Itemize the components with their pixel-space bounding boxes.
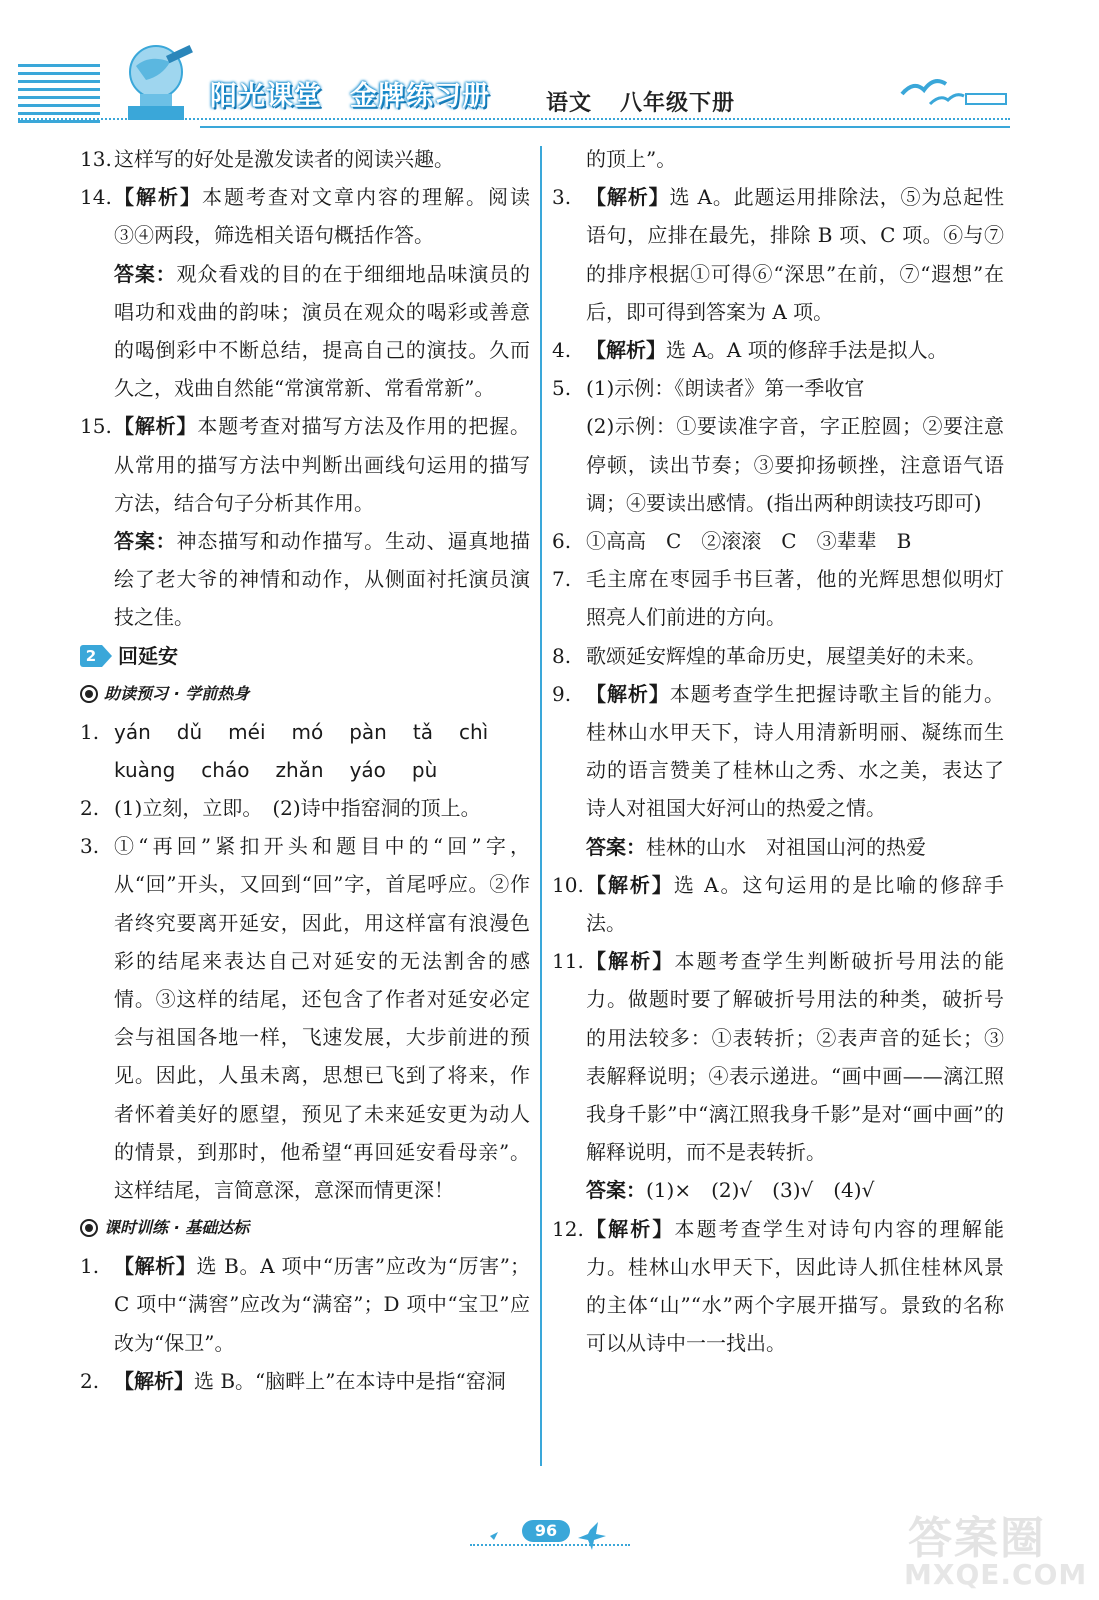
preview-2 <box>80 789 530 827</box>
training-11 <box>552 942 1004 1171</box>
training-7 <box>552 560 1004 636</box>
analysis-tag: 【解析】 <box>586 185 670 210</box>
training-4 <box>552 331 1004 369</box>
answer-15-answer <box>80 522 530 637</box>
item-number: 3. <box>80 834 100 859</box>
analysis-text: 本题考查对文章内容的理解。阅读③④两段，筛选相关语句概括作答。 <box>114 185 530 248</box>
item-number: 2. <box>80 1368 100 1393</box>
left-column <box>80 140 530 1400</box>
arrow-icon <box>102 645 112 667</box>
subhead-training <box>80 1209 530 1247</box>
answer-label: 答案： <box>586 1178 646 1203</box>
pinyin: cháo <box>201 757 250 782</box>
analysis-tag: 【解析】 <box>586 681 670 706</box>
answer-14 <box>80 178 530 254</box>
analysis-text: 本题考查对描写方法及作用的把握。从常用的描写方法中判断出画线句运用的描写方法，结合句子分析其作用。 <box>114 414 531 515</box>
answer-text: 观众看戏的目的在于细细地品味演员的唱功和戏曲的韵味；演员在观众的喝彩或善意的喝倒彩中不断总结，提高自己的演技。久而久之，戏曲自然能“常演常新、常看常新”。 <box>114 261 531 401</box>
analysis-text: 选 A。A 项的修辞手法是拟人。 <box>666 338 948 363</box>
answer-label: 答案： <box>114 529 177 554</box>
training-9 <box>552 675 1004 828</box>
answer-label: 答案： <box>114 261 177 286</box>
pinyin: kuàng <box>114 757 176 782</box>
answer-text: 毛主席在枣园手书巨著，他的光辉思想似明灯照亮人们前进的方向。 <box>586 567 1004 630</box>
section-title <box>80 637 530 675</box>
answer-label: 答案： <box>586 834 646 859</box>
analysis-tag: 【解析】 <box>114 1368 194 1393</box>
pinyin: yán <box>114 719 151 744</box>
preview-3 <box>80 827 530 1209</box>
column-divider <box>540 146 542 1466</box>
seagull-icon <box>900 64 1010 114</box>
brand-name-2: 金牌练习册 <box>350 81 490 112</box>
analysis-text: 选 A。此题运用排除法，⑤为总起性语句，应排在最先，排除 B 项、C 项。⑥与⑦的排序根据①可得⑥“深思”在前，⑦“遐想”在后，即可得到答案为 A 项。 <box>586 185 1004 324</box>
analysis-tag: 【解析】 <box>586 949 675 974</box>
globe-telescope-illustration <box>110 36 202 124</box>
analysis-text: 选 B。“脑畔上”在本诗中是指“窑洞 <box>194 1368 506 1393</box>
item-number: 12. <box>552 1216 584 1241</box>
section-number: 2 <box>80 645 102 667</box>
item-number: 3. <box>552 185 572 210</box>
pinyin-row-2 <box>114 751 530 789</box>
answer-text: (1)× (2)√ (3)√ (4)√ <box>646 1178 875 1203</box>
footer-dotted-line <box>470 1544 630 1546</box>
section-badge <box>80 645 118 667</box>
pinyin: pù <box>411 757 438 782</box>
bullet-icon <box>80 685 98 703</box>
answer-text: ①“再回”紧扣开头和题目中的“回”字，从“回”开头，又回到“回”字，首尾呼应。②作者终究要离开延安，因此，用这样富有浪漫色彩的结尾来表达自己对延安的无法割舍的感情。③这样的结尾，还包含了作者对延安必定会与祖国各地一样，飞速发展，大步前进的预见。因此，人虽未离，思想已飞到了将来，作者怀着美好的愿望，预见了未来延安更为动人的情景，到那时，他希望“再回延安看母亲”。这样结尾，言简意深，意深而情更深！ <box>114 834 530 1203</box>
item-number: 14. <box>80 185 112 210</box>
answer-text: 桂林的山水 对祖国山河的热爱 <box>646 834 926 859</box>
pinyin: mó <box>291 719 324 744</box>
training-8 <box>552 637 1004 675</box>
answer-text: (1)立刻，立即。 (2)诗中指窑洞的顶上。 <box>114 796 481 821</box>
analysis-tag: 【解析】 <box>114 185 202 210</box>
item-number: 11. <box>552 949 584 974</box>
pinyin: pàn <box>349 719 387 744</box>
brand-name-1: 阳光课堂 <box>210 81 322 112</box>
item-number: 1. <box>80 719 100 744</box>
training-2-continued <box>552 140 1004 178</box>
subject-label: 语文 <box>546 91 593 116</box>
analysis-tag: 【解析】 <box>586 338 666 363</box>
pinyin: yáo <box>349 757 386 782</box>
training-3 <box>552 178 1004 331</box>
training-6 <box>552 522 1004 560</box>
answer-14-answer <box>80 255 530 408</box>
item-number: 4. <box>552 338 572 363</box>
answer-text: 神态描写和动作描写。生动、逼真地描绘了老大爷的神情和动作，从侧面衬托演员演技之佳。 <box>114 529 531 630</box>
page-header <box>0 0 1099 140</box>
answer-13 <box>80 140 530 178</box>
training-9-answer <box>552 828 1004 866</box>
bullet-icon <box>80 1219 98 1237</box>
pinyin: tǎ <box>412 719 433 744</box>
item-number: 13. <box>80 147 112 171</box>
analysis-text: 本题考查学生判断破折号用法的能力。做题时要了解破折号用法的种类，破折号的用法较多：①表转折；②表声音的延长；③表解释说明；④表示递进。“画中画——漓江照我身千影”中“漓江照我身千影”是对“画中画”的解释说明，而不是表转折。 <box>586 949 1005 1165</box>
pinyin: zhǎn <box>275 757 324 782</box>
analysis-tag: 【解析】 <box>114 1254 197 1279</box>
analysis-text: 本题考查学生把握诗歌主旨的能力。桂林山水甲天下，诗人用清新明丽、凝练而生动的语言赞美了桂林山之秀、水之美，表达了诗人对祖国大好河山的热爱之情。 <box>586 681 1005 821</box>
watermark-text: 答案圈 <box>908 1513 1046 1564</box>
item-number: 2. <box>80 796 100 821</box>
item-number: 1. <box>80 1254 100 1279</box>
preview-1 <box>80 713 530 789</box>
subject-grade <box>546 86 763 117</box>
answer-text: 的顶上”。 <box>586 147 677 171</box>
header-stripes <box>18 64 100 126</box>
answer-text: 歌颂延安辉煌的革命历史，展望美好的未来。 <box>586 643 986 668</box>
item-number: 6. <box>552 529 572 554</box>
subhead-text: 课时训练 · 基础达标 <box>104 1218 250 1238</box>
header-solid-line <box>200 126 1010 128</box>
analysis-text: 选 B。A 项中“历害”应改为“厉害”；C 项中“满窖”应改为“满窑”；D 项中“宝卫”应改为“保卫”。 <box>114 1254 530 1355</box>
analysis-tag: 【解析】 <box>586 872 674 897</box>
item-number: 15. <box>80 414 112 439</box>
pinyin: méi <box>228 719 266 744</box>
brand-title <box>210 74 518 113</box>
answer-part-1: (1)示例：《朗读者》第一季收官 <box>586 376 865 401</box>
training-12 <box>552 1210 1004 1363</box>
training-11-answer <box>552 1171 1004 1209</box>
item-number: 5. <box>552 376 572 401</box>
training-1 <box>80 1247 530 1362</box>
subhead-text: 助读预习 · 学前热身 <box>104 683 250 703</box>
answer-part-2: (2)示例：①要读准字音，字正腔圆；②要注意停顿，读出节奏；③要抑扬顿挫，注意语气语调；④要读出感情。(指出两种朗读技巧即可) <box>586 414 1004 515</box>
right-column <box>552 140 1004 1363</box>
pinyin: dǔ <box>176 719 203 744</box>
analysis-text: 本题考查学生对诗句内容的理解能力。桂林山水甲天下，因此诗人抓住桂林风景的主体“山”“水”两个字展开描写。景致的名称可以从诗中一一找出。 <box>586 1216 1005 1356</box>
item-number: 10. <box>552 872 584 897</box>
subhead-preview <box>80 675 530 713</box>
answer-text: 这样写的好处是激发读者的阅读兴趣。 <box>114 147 454 171</box>
pinyin-row-1 <box>114 713 530 751</box>
pinyin: chì <box>458 719 489 744</box>
analysis-tag: 【解析】 <box>114 414 198 439</box>
training-2 <box>80 1362 530 1400</box>
analysis-tag: 【解析】 <box>586 1216 675 1241</box>
answer-15 <box>80 407 530 522</box>
item-number: 7. <box>552 567 572 592</box>
watermark <box>890 1498 1090 1598</box>
grade-label: 八年级下册 <box>620 91 736 116</box>
watermark-url: MXQE.COM <box>904 1558 1088 1591</box>
answer-text: ①高高 C ②滚滚 C ③辈辈 B <box>586 529 912 554</box>
item-number: 8. <box>552 643 572 668</box>
analysis-text: 选 A。这句运用的是比喻的修辞手法。 <box>586 872 1005 936</box>
training-10 <box>552 866 1004 942</box>
page-footer <box>470 1514 630 1554</box>
training-5 <box>552 369 1004 522</box>
header-dotted-line <box>18 118 1010 120</box>
page-number: 96 <box>522 1520 570 1542</box>
section-name: 回延安 <box>118 643 178 668</box>
item-number: 9. <box>552 681 572 706</box>
